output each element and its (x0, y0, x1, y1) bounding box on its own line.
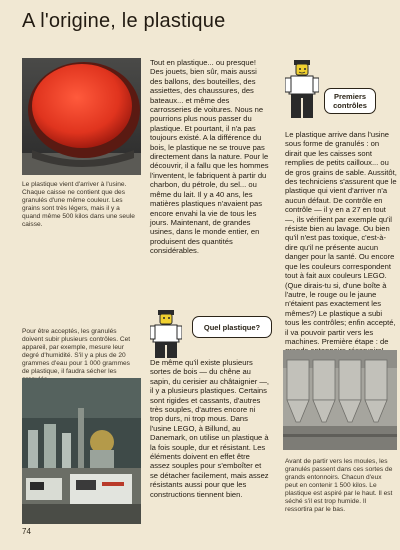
page-title: A l'origine, le plastique (22, 10, 226, 32)
photo-red-granules-bin (22, 58, 141, 175)
page-number: 74 (22, 527, 31, 536)
photo-humidity-lab (22, 378, 141, 524)
premiers-controles-paragraph: Le plastique arrive dans l'usine sous forme de granulés : on dirait que les caisses sont remplies de petits cailloux... ou de gros grains de sable. Aussitôt, des techniciens s'assurent que le plastique qui vient d'arriver n'a aucun défaut. De contrôle en contrôle — il y en a 27 en tout —, ils vérifient par exemple qu'il résiste bien au lavage. Ou bien qu'il n'est pas toxique, c'est-à-dire qu'il ne présente aucun danger pour la santé. Ou encore que les couleurs correspondent tout à fait aux couleurs LEGO. (Que dirais-tu si, d'une boîte à l'autre, le rouge ou le jaune n'étaient pas exactement les mêmes?) Le plastique a subi tous les contrôles; enfin accepté, il va pouvoir partir vers les machines. Première étape : de (285, 130, 397, 346)
intro-paragraph: Tout en plastique... ou presque! Des jouets, bien sûr, mais aussi des ballons, des bouteilles, des assiettes, des chaussures, des bateaux... et même des carrosseries de voitures. Nous ne pourrions plus nous passer du plastique. Et pourtant, il n'a pas toujours existé. A la différence du bois, le plastique ne se trouve pas directement dans la nature. Pour le découvrir, il a fallu que les hommes l'inventent, le fabriquent à partir du charbon, du pétrole, du sel... ou même du lait. Il y a 40 ans, les matières plastiques n'avaient pas encore envahi la vie de tous les jours. Maintenant, de grandes usines, dans le monde entier, en produisent des quantités considérables. (150, 58, 269, 256)
minifigure-illustration-2 (150, 310, 182, 358)
section-heading-quel-plastique: Quel plastique? (192, 316, 272, 338)
quel-plastique-paragraph: De même qu'il existe plusieurs sortes de bois — du chêne au sapin, du cerisier au châtaignier —, il y a plusieurs plastiques. Certains sont rigides et cassants, d'autres très souples, d'autres encore ni trop durs, ni trop mous. Dans l'usine LEGO, à Billund, au Danemark, on utilise un plastique à la fois souple, dur et résistant. Les éléments doivent en effet être assez souples pour s'emboîter et se détacher facilement, mais assez résistants aussi pour que les constructions tiennent bien. (150, 358, 270, 499)
photo-funnel-reservoirs (283, 350, 397, 450)
minifigure-illustration (285, 60, 319, 120)
caption-humidity-check: Pour être acceptés, les granulés doivent subir plusieurs contrôles. Cet appareil, par exemple, mesure leur degré d'humidité. S'il y a plus de 20 grammes d'eau pour 1 000 grammes de plastique, il faudra sécher les (22, 328, 131, 375)
caption-red-granules: Le plastique vient d'arriver à l'usine. Chaque caisse ne contient que des granulés d'une même couleur. Les grains sont très légers, mais il y a quand même 500 kilos dans une seule caisse. (22, 181, 135, 228)
caption-funnels: Avant de partir vers les moules, les granulés passent dans ces sortes de grands entonnoirs. Chacun d'eux peut en contenir 1 500 kilos. Le plastique est aspiré par le haut. Il est séché s'il est trop humide. Il ressortira par le bas. (285, 458, 393, 513)
section-heading-premiers-controles: Premiers contrôles (324, 88, 376, 114)
